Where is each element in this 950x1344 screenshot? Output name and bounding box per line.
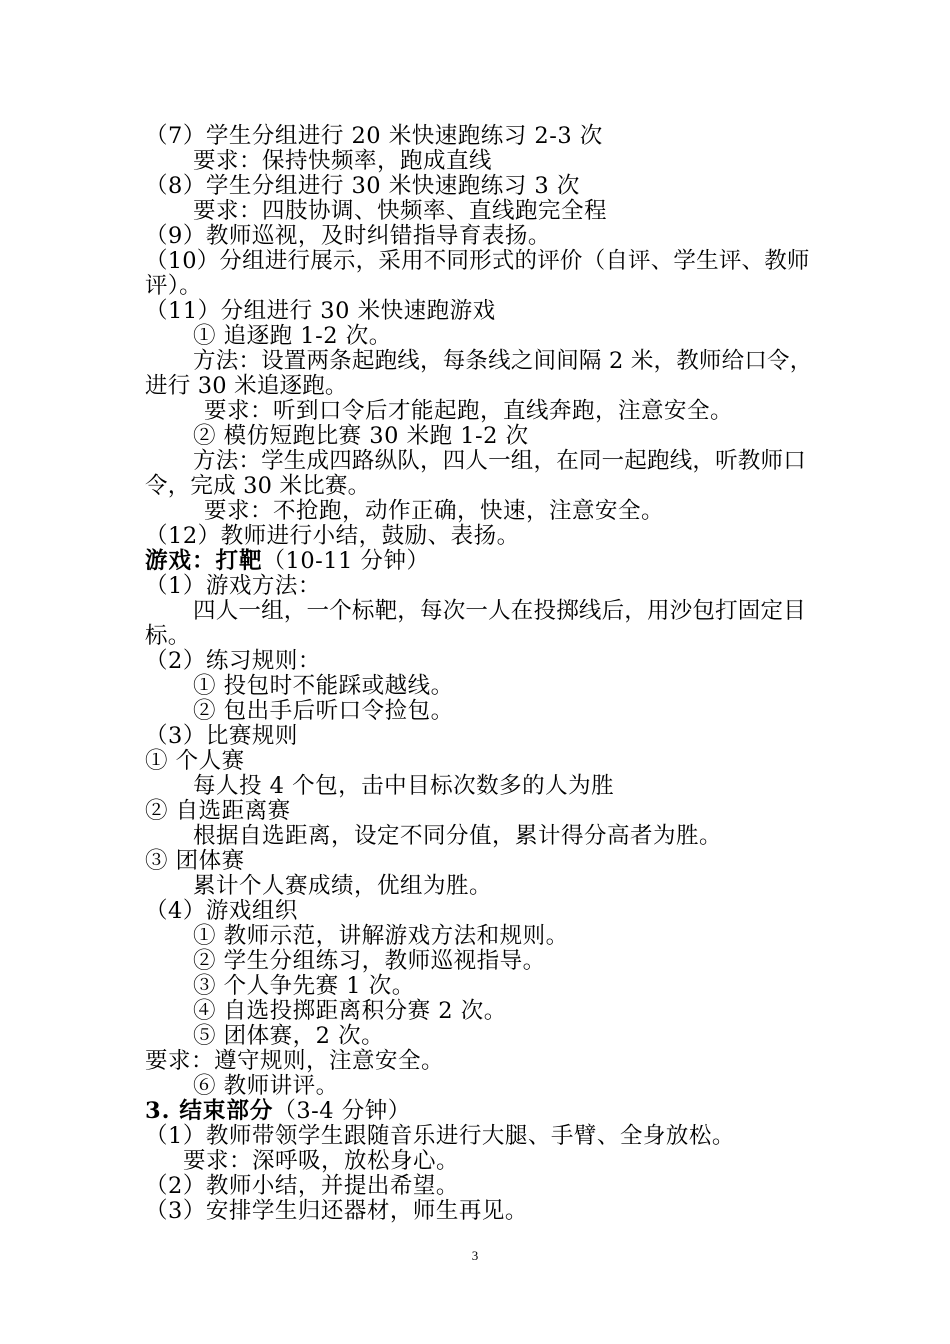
page-number: 3 bbox=[471, 1248, 479, 1263]
text-line: ① 教师示范，讲解游戏方法和规则。 bbox=[193, 923, 569, 949]
text-line: ② 包出手后听口令捡包。 bbox=[193, 698, 454, 724]
section-heading-game bbox=[145, 549, 815, 574]
text-line: （11）分组进行 30 米快速跑游戏 bbox=[145, 298, 496, 324]
text-line: 要求：不抢跑，动作正确，快速，注意安全。 bbox=[204, 498, 665, 524]
text-line: ③ 团体赛 bbox=[145, 848, 245, 874]
text-line: 要求：遵守规则，注意安全。 bbox=[145, 1048, 445, 1074]
text-line: （3）比赛规则 bbox=[145, 723, 298, 749]
text-line: ② 学生分组练习，教师巡视指导。 bbox=[193, 948, 546, 974]
text-line: 要求：深呼吸，放松身心。 bbox=[183, 1148, 460, 1174]
text-line: ① 个人赛 bbox=[145, 748, 245, 774]
text-line: 根据自选距离，设定不同分值，累计得分高者为胜。 bbox=[193, 823, 723, 849]
heading-title: 3. 结束部分 bbox=[145, 1098, 274, 1124]
text-line: （1）教师带领学生跟随音乐进行大腿、手臂、全身放松。 bbox=[145, 1123, 735, 1149]
text-line: ④ 自选投掷距离积分赛 2 次。 bbox=[193, 998, 507, 1024]
text-line: 要求：保持快频率，跑成直线 bbox=[193, 148, 493, 174]
text-paragraph: 方法：学生成四路纵队，四人一组，在同一起跑线，听教师口令，完成 30 米比赛。 bbox=[145, 448, 806, 499]
text-paragraph: 四人一组，一个标靶，每次一人在投掷线后，用沙包打固定目标。 bbox=[145, 598, 806, 649]
text-line: （12）教师进行小结，鼓励、表扬。 bbox=[145, 523, 520, 549]
text-line: ② 模仿短跑比赛 30 米跑 1-2 次 bbox=[193, 423, 529, 449]
text-line: （2）练习规则： bbox=[145, 648, 321, 674]
text-line: （9）教师巡视，及时纠错指导育表扬。 bbox=[145, 223, 551, 249]
text-line: ③ 个人争先赛 1 次。 bbox=[193, 973, 415, 999]
text-line: 累计个人赛成绩，优组为胜。 bbox=[193, 873, 493, 899]
text-line: ① 投包时不能踩或越线。 bbox=[193, 673, 454, 699]
text-line: ⑤ 团体赛，2 次。 bbox=[193, 1023, 385, 1049]
text-line: （2）教师小结，并提出希望。 bbox=[145, 1173, 459, 1199]
section-heading-end bbox=[145, 1099, 815, 1124]
text-line: 要求：四肢协调、快频率、直线跑完全程 bbox=[193, 198, 608, 224]
text-line: （1）游戏方法： bbox=[145, 573, 321, 599]
text-paragraph: （10）分组进行展示，采用不同形式的评价（自评、学生评、教师评）。 bbox=[145, 248, 810, 299]
text-line: 每人投 4 个包，击中目标次数多的人为胜 bbox=[193, 773, 615, 799]
text-line: ② 自选距离赛 bbox=[145, 798, 291, 824]
heading-duration: （3-4 分钟） bbox=[273, 1098, 411, 1124]
text-line: 要求：听到口令后才能起跑，直线奔跑，注意安全。 bbox=[204, 398, 734, 424]
text-line: （4）游戏组织 bbox=[145, 898, 298, 924]
text-line: （7）学生分组进行 20 米快速跑练习 2-3 次 bbox=[145, 123, 603, 149]
heading-duration: （10-11 分钟） bbox=[262, 548, 430, 574]
text-line: ① 追逐跑 1-2 次。 bbox=[193, 323, 392, 349]
text-line: （3）安排学生归还器材，师生再见。 bbox=[145, 1198, 528, 1224]
text-line: ⑥ 教师讲评。 bbox=[193, 1073, 339, 1099]
text-paragraph: 方法：设置两条起跑线，每条线之间间隔 2 米，教师给口令，进行 30 米追逐跑。 bbox=[145, 348, 813, 399]
heading-title: 游戏：打靶 bbox=[145, 548, 263, 574]
text-line: （8）学生分组进行 30 米快速跑练习 3 次 bbox=[145, 173, 580, 199]
